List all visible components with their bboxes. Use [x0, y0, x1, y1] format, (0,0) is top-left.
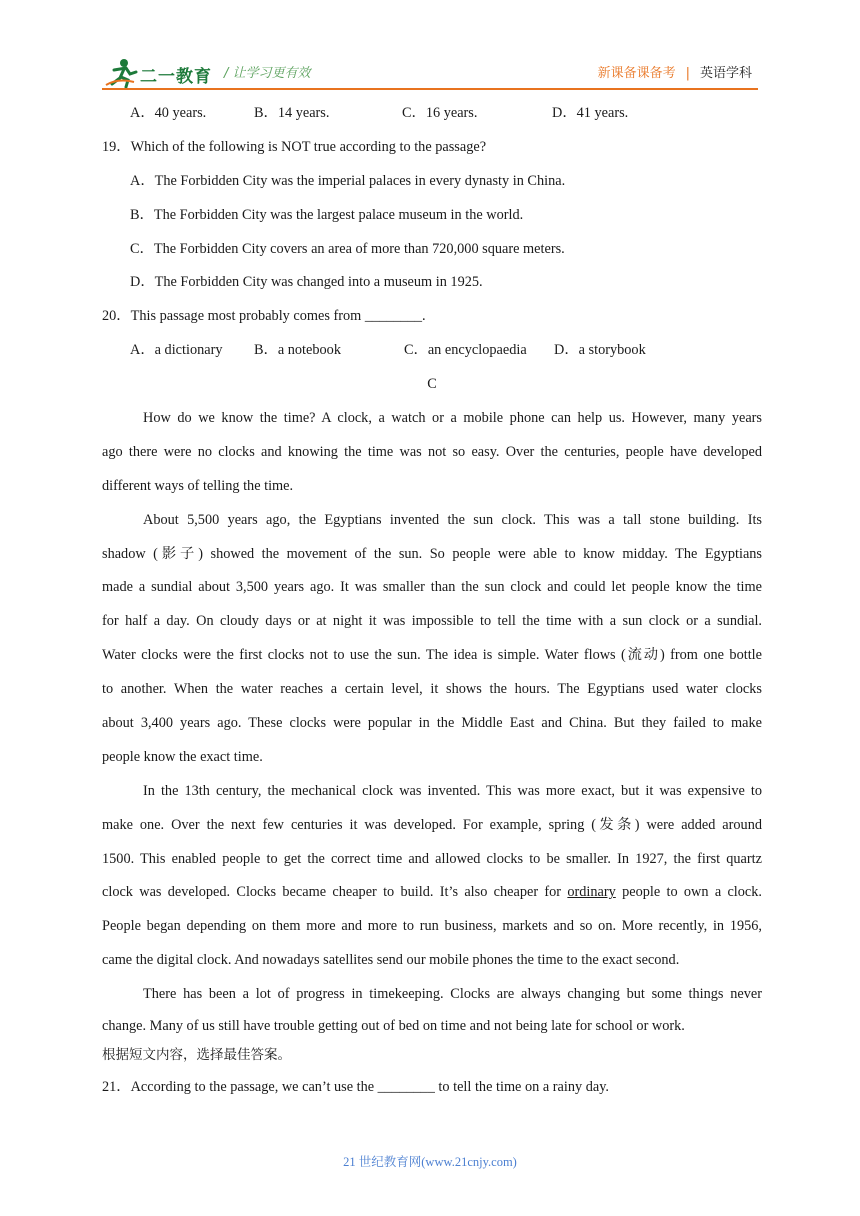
p3-line-4 — [102, 876, 762, 910]
q20-option-b: B．a notebook — [254, 342, 341, 359]
p4-line-2: change. Many of us still have trouble getting out of bed on time and not being late for school or work. — [102, 1018, 685, 1035]
p2-line-2: shadow (影子) showed the movement of the sun. So people were able to know midday. The Egyptians — [102, 545, 762, 562]
q19-option-c: C．The Forbidden City covers an area of more than 720,000 square meters. — [130, 240, 565, 257]
header-subject: 英语学科 — [699, 66, 752, 81]
q18-option-b: B．14 years. — [254, 105, 330, 121]
q18-options — [102, 97, 762, 131]
p1-line-3: different ways of telling the time. — [102, 477, 294, 494]
logo-text: 二一教育 — [140, 67, 212, 87]
header-right — [598, 62, 752, 81]
q19-option-a: A．The Forbidden City was the imperial palaces in every dynasty in China. — [130, 172, 566, 189]
p2-line-6: to another. When the water reaches a certain level, it shows the hours. The Egyptians used water clocks — [102, 681, 762, 698]
q19-option-d: D．The Forbidden City was changed into a museum in 1925. — [130, 274, 483, 291]
p2-line-7: about 3,400 years ago. These clocks were popular in the Middle East and China. But they failed to make — [102, 715, 762, 732]
p3-line-1: In the 13th century, the mechanical clock was invented. This was more exact, but it was expensive to — [143, 782, 762, 799]
p3-line-4-after: people to own a clock. — [615, 884, 762, 901]
p1-line-2: ago there were no clocks and knowing the time was not so easy. Over the centuries, people have developed — [102, 443, 762, 460]
page-footer: 21 世纪教育网(www.21cnjy.com) — [343, 1155, 517, 1169]
header-tagline: 新课备课备考 — [597, 66, 676, 81]
q20-option-c: C．an encyclopaedia — [404, 342, 527, 359]
q18-option-a: A．40 years. — [130, 105, 207, 121]
p3-line-3: 1500. This enabled people to get the correct time and allowed clocks to be smaller. In 1927, the first quartz — [102, 850, 762, 867]
p2-line-8: people know the exact time. — [102, 748, 263, 765]
p3-line-2: make one. Over the next few centuries it was developed. For example, spring (发条) were added around — [102, 816, 762, 833]
q20-stem: 20．This passage most probably comes from ________. — [102, 308, 426, 325]
q20-options — [102, 334, 762, 368]
p2-line-4: for half a day. On cloudy days or at night it was impossible to tell the time with a sun clock or a sundial. — [102, 613, 762, 630]
p2-line-3: made a sundial about 3,500 years ago. It was smaller than the sun clock and could let people know the time — [102, 579, 762, 596]
slogan: / 让学习更有效 — [224, 66, 311, 81]
page-header — [0, 0, 860, 95]
underlined-word-ordinary: ordinary — [567, 884, 616, 901]
instruction: 根据短文内容，选择最佳答案。 — [102, 1047, 291, 1064]
runner-logo-icon — [104, 58, 140, 88]
header-separator: | — [685, 66, 690, 81]
p2-line-5: Water clocks were the first clocks not to use the sun. The idea is simple. Water flows (流动) from one bottle — [102, 647, 762, 664]
p3-line-5: People began depending on them more and more to run business, markets and so on. More recently, in 1956, — [102, 918, 762, 935]
q19-option-b: B．The Forbidden City was the largest palace museum in the world. — [130, 206, 524, 223]
p1-line-1: How do we know the time? A clock, a watch or a mobile phone can help us. However, many years — [143, 410, 762, 427]
header-divider — [102, 88, 758, 90]
q20-option-d: D．a storybook — [554, 342, 646, 359]
section-heading-c: C — [427, 376, 437, 393]
q18-option-c: C．16 years. — [402, 105, 478, 121]
p3-line-6: came the digital clock. And nowadays satellites send our mobile phones the time to the exact second. — [102, 952, 680, 969]
p3-line-4-before: clock was developed. Clocks became cheaper to build. It’s also cheaper for — [102, 884, 568, 901]
q18-option-d: D．41 years. — [552, 105, 629, 121]
brand-logo — [104, 58, 214, 88]
document-body — [102, 97, 762, 1105]
q20-option-a: A．a dictionary — [130, 342, 223, 359]
p2-line-1: About 5,500 years ago, the Egyptians invented the sun clock. This was a tall stone building. Its — [143, 511, 762, 528]
p4-line-1: There has been a lot of progress in timekeeping. Clocks are always changing but some things never — [143, 986, 762, 1003]
q19-stem: 19．Which of the following is NOT true according to the passage? — [102, 138, 487, 155]
q21-stem: 21．According to the passage, we can’t use the ________ to tell the time on a rainy day. — [102, 1079, 610, 1096]
